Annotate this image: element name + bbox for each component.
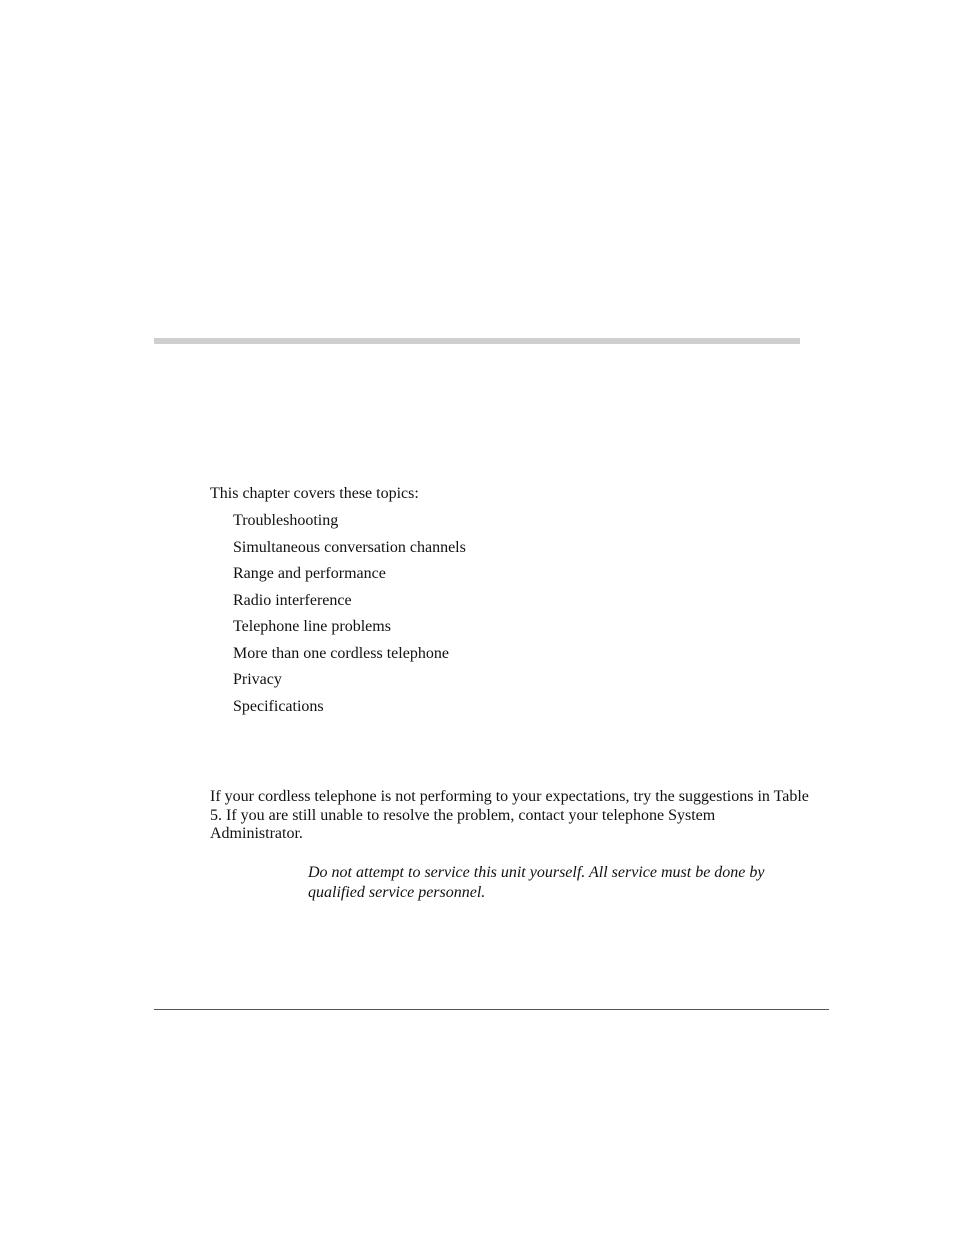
list-item: More than one cordless telephone (233, 644, 449, 662)
chapter-intro: This chapter covers these topics: (210, 485, 419, 502)
troubleshooting-paragraph: If your cordless telephone is not performing to your expectations, try the suggestions in Table 5. If you are still unable to resolve the problem, contact your telephone System Administrator. (210, 788, 809, 842)
list-item: Troubleshooting (233, 512, 339, 529)
footer-rule (154, 1009, 829, 1010)
list-item: Specifications (233, 697, 324, 715)
list-item: Radio interference (233, 591, 352, 609)
service-note: Do not attempt to service this unit yourself. All service must be done by qualified service personnel. (308, 864, 765, 901)
list-item: Privacy (233, 671, 282, 688)
list-item: Range and performance (233, 565, 386, 582)
list-item: Simultaneous conversation channels (233, 538, 466, 556)
list-item: Telephone line problems (233, 618, 391, 635)
topic-list (233, 511, 466, 723)
chapter-header-rule (154, 338, 800, 344)
